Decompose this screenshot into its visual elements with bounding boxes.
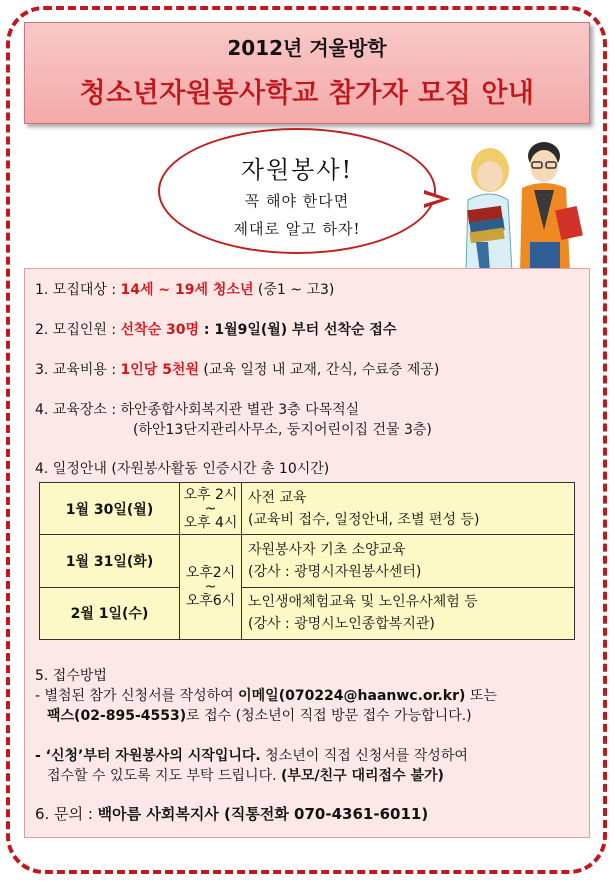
contact-row: 6. 문의 : 백아름 사회복지사 (직통전화 070-4361-6011) bbox=[35, 805, 429, 823]
target-row: 1. 모집대상 : 14세 ~ 19세 청소년 (중1 ~ 고3) bbox=[35, 282, 335, 298]
bubble-line-3: 제대로 알고 하자! bbox=[233, 220, 361, 238]
speech-bubble bbox=[158, 128, 436, 254]
schedule-time: 오후2시 ~ 오후6시 bbox=[180, 535, 242, 640]
details-panel bbox=[24, 268, 590, 838]
schedule-date: 1월 30일(월) bbox=[40, 483, 180, 535]
schedule-date: 1월 31일(화) bbox=[40, 535, 180, 587]
quota-value: 선착순 30명 bbox=[120, 322, 199, 338]
quota-row: 2. 모집인원 : 선착순 30명 : 1월9일(월) 부터 선착순 접수 bbox=[35, 322, 397, 338]
apply-email: 이메일(070224@haanwc.or.kr) bbox=[238, 688, 466, 704]
schedule-date: 2월 1일(수) bbox=[40, 587, 180, 639]
place-row-2: (하안13단지관리사무소, 둥지어린이집 건물 3층) bbox=[133, 422, 432, 438]
schedule-table bbox=[39, 482, 575, 640]
page-subtitle: 2012년 겨울방학 bbox=[227, 36, 387, 60]
table-row bbox=[40, 535, 575, 587]
page-title: 청소년자원봉사학교 참가자 모집 안내 bbox=[79, 78, 535, 109]
bubble-line-2: 꼭 해야 한다면 bbox=[244, 192, 350, 210]
title-banner bbox=[24, 22, 590, 124]
apply-line-3: - ‘신청’부터 자원봉사의 시작입니다. 청소년이 직접 신청서를 작성하여 bbox=[35, 748, 468, 764]
apply-line-1: - 별첨된 참가 신청서를 작성하여 이메일(070224@haanwc.or.kr) 또는 bbox=[35, 688, 497, 704]
bubble-line-1: 자원봉사! bbox=[240, 156, 354, 184]
students-illustration-icon bbox=[438, 130, 588, 272]
cost-value: 1인당 5천원 bbox=[120, 362, 199, 378]
table-row bbox=[40, 587, 575, 639]
schedule-time: 오후 2시 ~ 오후 4시 bbox=[180, 483, 242, 535]
table-row bbox=[40, 483, 575, 535]
apply-line-2: 팩스(02-895-4553)로 접수 (청소년이 직접 방문 접수 가능합니다.) bbox=[47, 708, 472, 724]
cost-row: 3. 교육비용 : 1인당 5천원 (교육 일정 내 교재, 간식, 수료증 제공) bbox=[35, 362, 440, 378]
schedule-title: 4. 일정안내 (자원봉사활동 인증시간 총 10시간) bbox=[35, 461, 330, 477]
target-value: 14세 ~ 19세 청소년 bbox=[120, 282, 254, 298]
contact-value: 백아름 사회복지사 (직통전화 070-4361-6011) bbox=[97, 805, 429, 823]
apply-title: 5. 접수방법 bbox=[35, 668, 107, 684]
schedule-content: 노인생애체험교육 및 노인유사체험 등 (강사 : 광명시노인종합복지관) bbox=[242, 587, 575, 639]
apply-fax: 팩스(02-895-4553) bbox=[47, 708, 187, 724]
place-row: 4. 교육장소 : 하안종합사회복지관 별관 3층 다목적실 bbox=[35, 402, 360, 418]
apply-line-4: 접수할 수 있도록 지도 부탁 드립니다. (부모/친구 대리접수 불가) bbox=[47, 768, 444, 784]
schedule-content: 자원봉사자 기초 소양교육 (강사 : 광명시자원봉사센터) bbox=[242, 535, 575, 587]
schedule-content: 사전 교육 (교육비 접수, 일정안내, 조별 편성 등) bbox=[242, 483, 575, 535]
